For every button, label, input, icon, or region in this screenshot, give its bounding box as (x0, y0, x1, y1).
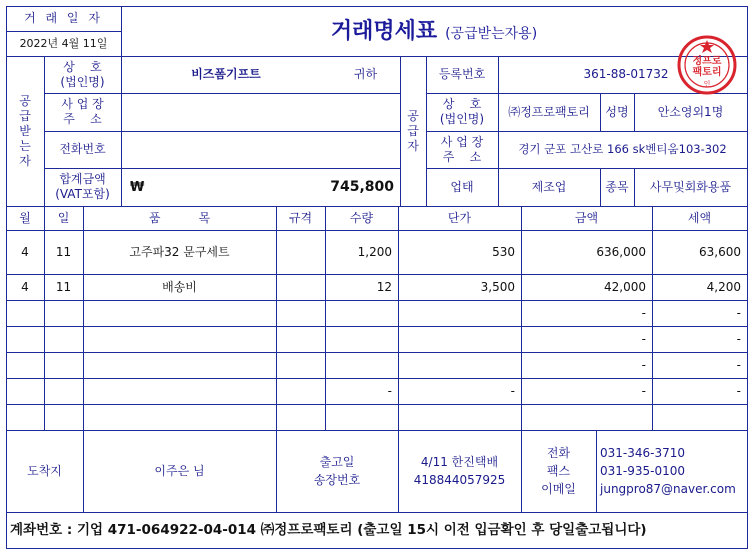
svg-text:인: 인 (703, 80, 711, 88)
cell-unit-price (398, 352, 521, 378)
cell-spec (276, 326, 325, 352)
supplier-address-label: 사 업 장 주 소 (440, 134, 484, 164)
cell-unit-price (398, 326, 521, 352)
document-title: 거래명세표 (330, 18, 438, 44)
title-block (121, 6, 747, 56)
cell-tax: - (736, 383, 741, 398)
cell-spec (276, 352, 325, 378)
cell-month (6, 352, 44, 378)
cell-month: 4 (21, 244, 29, 259)
cell-spec (276, 404, 325, 430)
cell-unit-price (398, 404, 521, 430)
col-header-item: 품 목 (148, 210, 211, 225)
cell-month: 4 (21, 279, 29, 294)
cell-day (44, 404, 83, 430)
cell-day (44, 378, 83, 404)
cell-spec (276, 378, 325, 404)
cell-item (83, 378, 276, 404)
cell-unit-price (398, 300, 521, 326)
receiver-side-label: 공 급 받 는 자 (19, 93, 31, 168)
cell-day: 11 (55, 244, 72, 259)
cell-item: 고주파32 문구세트 (129, 244, 230, 259)
cell-item (83, 300, 276, 326)
border-right (747, 6, 748, 549)
cell-qty (325, 404, 398, 430)
cell-qty (325, 352, 398, 378)
total-label: 합계금액 (VAT포함) (55, 172, 110, 201)
contact-labels: 전화 팩스 이메일 (541, 446, 576, 496)
cell-day (44, 326, 83, 352)
cell-amount (521, 404, 652, 430)
cell-amount: - (641, 305, 646, 320)
col-header-month: 월 (19, 210, 31, 225)
cell-tax: 63,600 (699, 244, 741, 259)
cell-spec (276, 230, 325, 274)
col-header-amount: 금액 (574, 210, 599, 225)
business-item-value: 사무및회화용품 (649, 179, 732, 194)
col-header-unit-price: 단가 (447, 210, 472, 225)
receiver-phone-label: 전화번호 (59, 142, 106, 156)
cell-qty (325, 326, 398, 352)
cell-qty: - (387, 383, 392, 398)
cell-amount: 42,000 (604, 279, 646, 294)
svg-text:팩토리: 팩토리 (692, 67, 722, 78)
cell-tax (652, 404, 747, 430)
cell-amount: - (641, 357, 646, 372)
cell-month (6, 326, 44, 352)
currency-symbol: ₩ (130, 179, 145, 195)
date-label: 거 래 일 자 (24, 11, 103, 25)
cell-spec (276, 300, 325, 326)
receiver-name-label: 상 호 (법인명) (60, 59, 105, 89)
representative-label: 성명 (605, 104, 629, 119)
business-type-value: 제조업 (531, 179, 567, 194)
invoice-sheet (6, 6, 748, 549)
cell-tax: - (736, 331, 741, 346)
supplier-name-label: 상 호 (법인명) (439, 97, 485, 126)
supplier-address-value: 경기 군포 고산로 166 sk벤티움103-302 (518, 142, 727, 156)
col-header-day: 일 (57, 210, 70, 225)
cell-unit-price: - (510, 383, 515, 398)
cell-tax: - (736, 305, 741, 320)
business-type-label: 업태 (450, 179, 474, 194)
cell-month (6, 378, 44, 404)
cell-amount: - (641, 383, 646, 398)
cell-unit-price: 530 (492, 244, 515, 259)
border-bottom (6, 548, 748, 549)
receiver-name-value: 비즈폼기프트 (191, 67, 261, 81)
cell-day: 11 (55, 279, 72, 294)
cell-unit-price: 3,500 (480, 279, 515, 294)
cell-item (83, 404, 276, 430)
shipping-values: 4/11 한진택배 418844057925 (413, 455, 506, 487)
contact-values (596, 430, 747, 512)
receiver-phone-value (121, 131, 400, 168)
col-header-tax: 세액 (687, 210, 712, 225)
cell-item (83, 326, 276, 352)
contact-phone: 031-346-3710 (600, 446, 686, 460)
total-amount: 745,800 (330, 178, 394, 195)
contact-email: jungpro87@naver.com (600, 482, 736, 496)
destination-value: 이주은 님 (154, 463, 205, 478)
shipping-labels: 출고일 송장번호 (313, 455, 361, 487)
date-value: 2022년 4월 11일 (19, 37, 108, 50)
account-notice: 계좌번호 : 기업 471-064922-04-014 ㈜정프로팩토리 (출고일 15시 이전 입금확인 후 당일출고됩니다) (10, 521, 647, 538)
col-header-qty: 수량 (349, 210, 374, 225)
cell-amount: - (641, 331, 646, 346)
cell-day (44, 352, 83, 378)
cell-item (83, 352, 276, 378)
business-item-label: 종목 (605, 179, 629, 194)
reg-number-value: 361-88-01732 (583, 67, 669, 81)
cell-qty: 12 (376, 279, 392, 294)
cell-tax: 4,200 (706, 279, 741, 294)
cell-qty (325, 300, 398, 326)
destination-label: 도착지 (27, 463, 62, 478)
cell-day (44, 300, 83, 326)
col-header-spec: 규격 (288, 210, 313, 225)
receiver-honorific: 귀하 (353, 67, 378, 81)
supplier-name-value: ㈜정프로팩토리 (508, 104, 590, 119)
cell-spec (276, 274, 325, 300)
cell-month (6, 404, 44, 430)
receiver-address-label: 사 업 장 주 소 (61, 97, 104, 126)
document-subtitle: (공급받는자용) (445, 25, 538, 42)
receiver-address-value (121, 93, 400, 131)
representative-value: 안소영외1명 (657, 104, 724, 119)
svg-text:정프로: 정프로 (692, 56, 722, 67)
contact-fax: 031-935-0100 (600, 464, 686, 478)
cell-item: 배송비 (162, 279, 197, 294)
cell-tax: - (736, 357, 741, 372)
supplier-side-label: 공 급 자 (407, 108, 419, 153)
cell-month (6, 300, 44, 326)
cell-qty: 1,200 (357, 244, 392, 259)
cell-amount: 636,000 (596, 244, 646, 259)
reg-number-label: 등록번호 (438, 67, 486, 81)
